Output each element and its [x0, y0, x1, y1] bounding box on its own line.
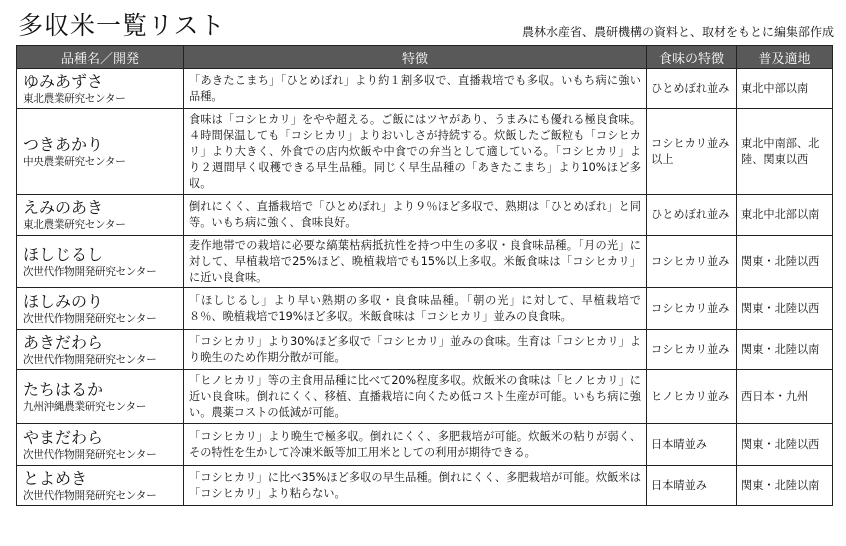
feature-cell: 食味は「コシヒカリ」をやや超える。ご飯にはツヤがあり、うまみにも優れる極良食味。４時間保温しても「コシヒカリ」よりおいしさが持続する。炊飯したご飯粒も「コシヒカリ」より大きく、外食での店内炊飯や中食での弁当として適している。「コシヒカリ」より２週間早く収穫できる早生品種。同じく早生品種の「あきたこまち」より10%ほど多収。: [184, 109, 647, 195]
feature-cell: 倒れにくく、直播栽培で「ひとめぼれ」より９％ほど多収で、熟期は「ひとめぼれ」と同等。いもち病に強く、食味良好。: [184, 195, 647, 236]
taste-cell: ひとめぼれ並み: [647, 69, 737, 109]
table-row: [17, 424, 833, 466]
variety-name: たちはるか: [23, 379, 104, 399]
developer-name: 次世代作物開発研究センター: [23, 312, 157, 325]
feature-cell: 「コシヒカリ」より晩生で極多収。倒れにくく、多肥栽培が可能。炊飯米の粘りが弱く、その特性を生かして冷凍米飯等加工用米としての利用が期待できる。: [184, 424, 647, 466]
taste-cell: コシヒカリ並み以上: [647, 109, 737, 195]
variety-name: ほしみのり: [23, 291, 104, 311]
area-cell: 関東・北陸以西: [737, 236, 833, 288]
feature-cell: 「コシヒカリ」より30%ほど多収で「コシヒカリ」並みの食味。生育は「コシヒカリ」より晩生のため作期分散が可能。: [184, 330, 647, 370]
table-row: [17, 69, 833, 109]
variety-name: ゆみあずさ: [23, 71, 104, 91]
header-name: 品種名／開発: [17, 46, 184, 69]
developer-name: 次世代作物開発研究センター: [23, 353, 157, 366]
variety-cell: [17, 69, 184, 109]
variety-cell: [17, 466, 184, 506]
taste-cell: 日本晴並み: [647, 466, 737, 506]
taste-cell: コシヒカリ並み: [647, 288, 737, 330]
variety-cell: [17, 424, 184, 466]
table-row: [17, 466, 833, 506]
header-taste: 食味の特徴: [647, 46, 737, 69]
developer-name: 九州沖縄農業研究センター: [23, 400, 147, 413]
table-row: [17, 109, 833, 195]
variety-cell: [17, 195, 184, 236]
variety-name: つきあかり: [23, 134, 104, 154]
variety-name: やまだわら: [23, 427, 104, 447]
area-cell: 関東・北陸以南: [737, 466, 833, 506]
developer-name: 次世代作物開発研究センター: [23, 265, 157, 278]
table-row: [17, 370, 833, 424]
area-cell: 東北中南部、北陸、関東以西: [737, 109, 833, 195]
taste-cell: コシヒカリ並み: [647, 330, 737, 370]
area-cell: 西日本・九州: [737, 370, 833, 424]
taste-cell: コシヒカリ並み: [647, 236, 737, 288]
source-note: 農林水産省、農研機構の資料と、取材をもとに編集部作成: [521, 25, 834, 39]
feature-cell: 「ヒノヒカリ」等の主食用品種に比べて20%程度多収。炊飯米の食味は「ヒノヒカリ」に近い良食味。倒れにくく、移植、直播栽培に向くため低コスト生産が可能。いもち病に強い。農薬コストの低減が可能。: [184, 370, 647, 424]
developer-name: 次世代作物開発研究センター: [23, 448, 157, 461]
table-body: [17, 69, 833, 506]
table-row: [17, 236, 833, 288]
developer-name: 中央農業研究センター: [23, 155, 126, 168]
table-row: [17, 330, 833, 370]
taste-cell: ひとめぼれ並み: [647, 195, 737, 236]
header-row: [17, 46, 833, 69]
variety-name: えみのあき: [23, 198, 104, 217]
feature-cell: 「ほしじるし」より早い熟期の多収・良食味品種。「朝の光」に対して、早植栽培で８％、晩植栽培で19%ほど多収。米飯食味は「コシヒカリ」並みの良食味。: [184, 288, 647, 330]
variety-cell: [17, 109, 184, 195]
developer-name: 次世代作物開発研究センター: [23, 489, 157, 502]
table-header: [17, 46, 833, 69]
variety-name: ほしじるし: [23, 244, 104, 264]
area-cell: 関東・北陸以西: [737, 424, 833, 466]
variety-name: とよめき: [23, 468, 88, 488]
header-feature: 特徴: [184, 46, 647, 69]
variety-name: あきだわら: [23, 332, 104, 352]
variety-cell: [17, 288, 184, 330]
feature-cell: 「コシヒカリ」に比べ35%ほど多収の早生品種。倒れにくく、多肥栽培が可能。炊飯米は「コシヒカリ」より粘らない。: [184, 466, 647, 506]
area-cell: 関東・北陸以西: [737, 288, 833, 330]
table-row: [17, 288, 833, 330]
variety-cell: [17, 236, 184, 288]
header-area: 普及適地: [737, 46, 833, 69]
feature-cell: 麦作地帯での栽培に必要な縞葉枯病抵抗性を持つ中生の多収・良食味品種。「月の光」に対して、早植栽培で25%ほど、晩植栽培でも15%以上多収。米飯食味は「コシヒカリ」に近い良食味。: [184, 236, 647, 288]
area-cell: 関東・北陸以南: [737, 330, 833, 370]
developer-name: 東北農業研究センター: [23, 92, 126, 105]
table-row: [17, 195, 833, 236]
area-cell: 東北中北部以南: [737, 195, 833, 236]
variety-cell: [17, 370, 184, 424]
taste-cell: 日本晴並み: [647, 424, 737, 466]
page-title: 多収米一覧リスト: [18, 11, 226, 40]
feature-cell: 「あきたこまち」「ひとめぼれ」より約１割多収で、直播栽培でも多収。いもち病に強い品種。: [184, 69, 647, 109]
variety-cell: [17, 330, 184, 370]
rice-variety-table: [16, 45, 833, 506]
area-cell: 東北中部以南: [737, 69, 833, 109]
developer-name: 東北農業研究センター: [23, 219, 126, 231]
taste-cell: ヒノヒカリ並み: [647, 370, 737, 424]
